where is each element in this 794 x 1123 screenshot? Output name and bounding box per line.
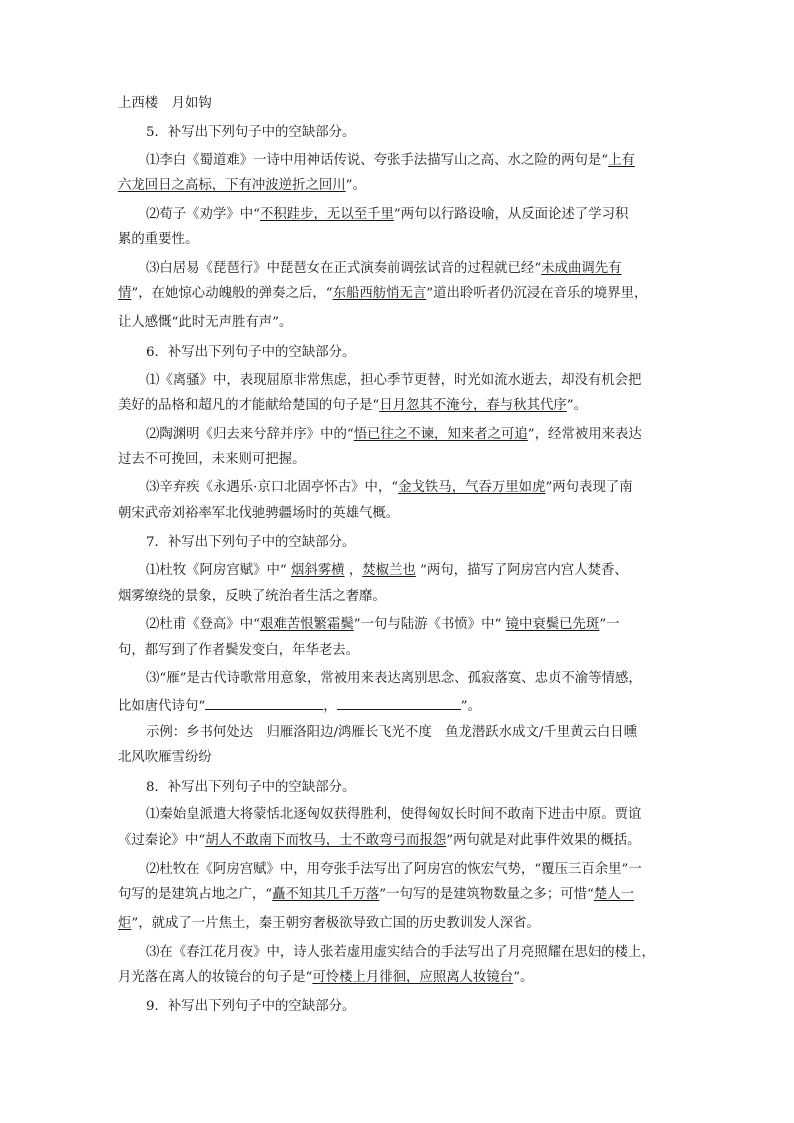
text-line: [146, 343, 678, 363]
prompt-text: ⑵杜牧在《阿房宫赋》中，用夸张手法写出了阿房宫的恢宏气势，“覆压三百余里”一: [146, 862, 642, 877]
answer-text: 金戈铁马，气吞万里如虎: [398, 480, 546, 495]
answer-text: 悟已往之不谏，知来者之可追: [353, 427, 528, 442]
prompt-text: ⑴《离骚》中，表现屈原非常焦虑，担心季节更替，时光如流水逝去，却没有机会把: [146, 373, 642, 388]
prompt-text: 美好的品格和超凡的才能献给楚国的句子是“: [118, 398, 380, 413]
text-line: [146, 425, 678, 445]
prompt-text: 6．补写出下列句子中的空缺部分。: [146, 345, 356, 360]
prompt-text: 句写的是建筑占地之广，“: [118, 887, 273, 902]
prompt-text: ”一句与陆游《书愤》中“: [353, 617, 506, 632]
text-line: [146, 943, 678, 963]
prompt-text: ”。: [345, 178, 366, 193]
prompt-text: ⑴秦始皇派遣大将蒙恬北逐匈奴获得胜利，使得匈奴长时间不敢南下进击中原。贾谊: [146, 807, 642, 822]
text-line: [146, 997, 678, 1017]
prompt-text: ⑵陶渊明《归去来兮辞并序》中的“: [146, 427, 354, 442]
text-line: [118, 831, 678, 851]
text-line: [118, 885, 678, 905]
prompt-text: ”一句写的是建筑物数量之多；可惜“: [379, 887, 594, 902]
prompt-text: 5．补写出下列句子中的空缺部分。: [146, 125, 356, 140]
answer-text: 东船西舫悄无言: [332, 286, 427, 301]
answer-text: 镜中衰鬓已先斑: [505, 617, 600, 632]
answer-text: 炬: [118, 916, 132, 931]
prompt-text: ⑶在《春江花月夜》中，诗人张若虚用虚实结合的手法写出了月亮照耀在思妇的楼上，: [146, 945, 655, 960]
prompt-text: ”。: [513, 970, 534, 985]
prompt-text: ”。: [460, 699, 481, 714]
prompt-text: ”，就成了一片焦土，秦王朝穷奢极欲导致亡国的历史教训发人深省。: [131, 916, 540, 931]
text-line: [118, 230, 678, 250]
text-line: [118, 396, 678, 416]
text-line: [146, 123, 678, 143]
prompt-text: 7．补写出下列句子中的空缺部分。: [146, 535, 356, 550]
text-line: [118, 450, 678, 470]
prompt-text: ”。: [566, 398, 587, 413]
text-line: [118, 641, 678, 661]
text-line: [118, 748, 678, 768]
prompt-text: ”道出聆听者仍沉浸在音乐的境界里，: [426, 286, 648, 301]
text-line: [118, 284, 678, 304]
text-line: [118, 313, 678, 333]
answer-text: 烟斜雾横: [291, 563, 345, 578]
prompt-text: 让人感慨“此时无声胜有声”。: [118, 315, 293, 330]
answer-text: 日月忽其不淹兮，春与秋其代序: [379, 398, 567, 413]
prompt-text: 月光落在离人的妆镜台的句子是“: [118, 970, 313, 985]
answer-text: 焚椒兰也: [362, 563, 416, 578]
text-line: [146, 860, 678, 880]
answer-blank: [337, 695, 461, 710]
text-line: [146, 805, 678, 825]
answer-text: 艰难苦恨繁霜鬓: [259, 617, 354, 632]
text-line: [146, 205, 678, 225]
prompt-text: ”两句就是对此事件效果的概括。: [446, 833, 641, 848]
prompt-text: ⑵杜甫《登高》中“: [146, 617, 260, 632]
prompt-text: ”，经常被用来表达: [527, 427, 642, 442]
prompt-text: ⑵荀子《劝学》中“: [146, 207, 260, 222]
answer-text: 未成曲调先有: [541, 261, 622, 276]
answer-text: 楚人一: [593, 887, 635, 902]
answer-text: 不积跬步，无以至千里: [259, 207, 394, 222]
text-line: [118, 914, 678, 934]
text-line: [118, 695, 678, 717]
text-line: [146, 533, 678, 553]
prompt-text: 北风吹雁雪纷纷: [118, 750, 212, 765]
text-line: [146, 151, 678, 171]
text-line: [118, 176, 678, 196]
text-line: [146, 778, 678, 798]
text-line: [118, 968, 678, 988]
prompt-text: 8．补写出下列句子中的空缺部分。: [146, 780, 356, 795]
text-line: [146, 259, 678, 279]
text-line: [118, 504, 678, 524]
text-line: [146, 615, 678, 635]
prompt-text: ”，在她惊心动魄般的弹奏之后，“: [131, 286, 333, 301]
answer-text: 情: [118, 286, 132, 301]
prompt-text: ”两句表现了南: [545, 480, 633, 495]
answer-text: 胡人不敢南下而牧马，士不敢弯弓而报怨: [205, 833, 447, 848]
prompt-text: ⑶辛弃疾《永遇乐·京口北固亭怀古》中，“: [146, 480, 399, 495]
text-line: [118, 587, 678, 607]
text-line: [146, 669, 678, 689]
prompt-text: 过去不可挽回，未来则可把握。: [118, 452, 306, 467]
text-line: [146, 478, 678, 498]
answer-text: 上有: [608, 153, 635, 168]
answer-blank: [205, 695, 323, 710]
prompt-text: ”一: [599, 617, 620, 632]
answer-text: 矗不知其几千万落: [272, 887, 380, 902]
prompt-text: 累的重要性。: [118, 232, 199, 247]
text-line: [146, 561, 678, 581]
prompt-text: 《过秦论》中“: [118, 833, 206, 848]
text-line: [118, 94, 678, 114]
prompt-text: ”两句，描写了阿房宫内宫人焚香、: [415, 563, 628, 578]
prompt-text: ，: [344, 563, 363, 578]
prompt-text: ，: [323, 699, 337, 714]
prompt-text: ⑶白居易《琵琶行》中琵琶女在正式演奏前调弦试音的过程就已经“: [146, 261, 542, 276]
text-line: [146, 371, 678, 391]
prompt-text: 9．补写出下列句子中的空缺部分。: [146, 999, 356, 1014]
answer-text: 六龙回日之高标，下有冲波逆折之回川: [118, 178, 346, 193]
answer-text: 可怜楼上月徘徊，应照离人妆镜台: [312, 970, 514, 985]
prompt-text: ⑴杜牧《阿房宫赋》中“: [146, 563, 292, 578]
prompt-text: ”两句以行路设喻，从反面论述了学习积: [393, 207, 629, 222]
prompt-text: 上西楼 月如钩: [118, 96, 212, 111]
prompt-text: ⑶“雁”是古代诗歌常用意象，常被用来表达离别思念、孤寂落寞、忠贞不渝等情感，: [146, 671, 642, 686]
prompt-text: 比如唐代诗句“: [118, 699, 206, 714]
prompt-text: 朝宋武帝刘裕率军北伐驰骋疆场时的英雄气概。: [118, 506, 400, 521]
prompt-text: ⑴李白《蜀道难》一诗中用神话传说、夸张手法描写山之高、水之险的两句是“: [146, 153, 609, 168]
prompt-text: 句，都写到了作者鬓发变白，年华老去。: [118, 643, 360, 658]
prompt-text: 示例：乡书何处达 归雁洛阳边/鸿雁长飞光不度 鱼龙潜跃水成文/千里黄云白日曛: [146, 725, 638, 740]
text-line: [146, 723, 678, 743]
prompt-text: 烟雾缭绕的景象，反映了统治者生活之奢靡。: [118, 589, 386, 604]
